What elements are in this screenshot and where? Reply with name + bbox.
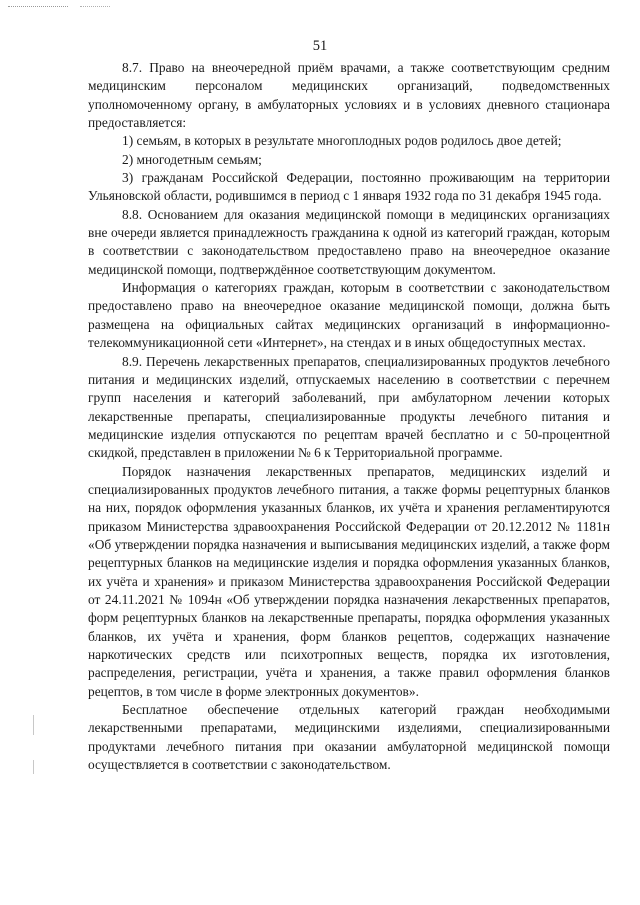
scan-artifact	[33, 760, 34, 774]
paragraph-8-7: 8.7. Право на внеочередной приём врачами, а также соответствующим средним медицинским персоналом медицинских организаций, подведомственных уполномоченному органу, в амбулаторных условиях и в условиях дневного стационара предоставляется:	[88, 60, 610, 131]
paragraph-8-9: 8.9. Перечень лекарственных препаратов, специализированных продуктов лечебного питания и медицинских изделий, отпускаемых населению в соответствии с перечнем групп населения и категорий заболеваний, при амбулаторном лечении которых лекарственные препараты, специализированные продукты лечебного питания и медицинские изделия отпускаются по рецептам врачей бесплатно и с 50-процентной скидкой, представлен в приложении № 6 к Территориальной программе.	[88, 353, 610, 461]
scan-artifact	[8, 6, 68, 7]
document-body	[88, 59, 610, 774]
page-number: 51	[312, 38, 328, 54]
paragraph-procedure: Порядок назначения лекарственных препаратов, медицинских изделий и специализированных продуктов лечебного питания, а также формы рецептурных бланков на них, порядок оформления указанных бланков, их учёта и хранения регламентируются приказом Министерства здравоохранения Российской Федерации от 20.12.2012 № 1181н «Об утверждении порядка назначения и выписывания медицинских изделий, а также форм рецептурных бланков на медицинские изделия и порядка оформления указанных бланков, их учёта и хранения» и приказом Министерства здравоохранения Российской Федерации от 24.11.2021 № 1094н «Об утверждении порядка назначения лекарственных препаратов, форм рецептурных бланков на лекарственные препараты, порядка оформления указанных бланков, их учёта и хранения, форм бланков рецептов, содержащих назначение наркотических средств или психотропных веществ, порядка их изготовления, распределения, регистрации, учёта и хранения, а также правил оформления бланков рецептов, в том числе в форме электронных документов».	[88, 463, 610, 699]
paragraph-information: Информация о категориях граждан, которым в соответствии с законодательством предоставлено право на внеочередное оказание медицинской помощи, должна быть размещена на официальных сайтах медицинских организаций в информационно-телекоммуникационной сети «Интернет», на стендах и в иных общедоступных местах.	[88, 280, 610, 351]
list-item-3: 3) гражданам Российской Федерации, постоянно проживающим на территории Ульяновской области, родившимся в период с 1 января 1932 года по 31 декабря 1945 года.	[88, 170, 610, 204]
scan-artifact	[33, 715, 34, 735]
scan-artifact	[80, 6, 110, 7]
paragraph-8-8: 8.8. Основанием для оказания медицинской помощи в медицинских организациях вне очереди является принадлежность гражданина к одной из категорий граждан, которым в соответствии с законодательством предоставлено право на внеочередное оказание медицинской помощи, подтверждённое соответствующим документом.	[88, 206, 610, 277]
paragraph-free-supply: Бесплатное обеспечение отдельных категорий граждан необходимыми лекарственными препаратами, медицинскими изделиями, специализированными продуктами лечебного питания при оказании амбулаторной медицинской помощи осуществляется в соответствии с законодательством.	[88, 702, 610, 773]
list-item-2: 2) многодетным семьям;	[122, 151, 262, 167]
list-item-1: 1) семьям, в которых в результате многоплодных родов родилось двое детей;	[122, 133, 562, 149]
